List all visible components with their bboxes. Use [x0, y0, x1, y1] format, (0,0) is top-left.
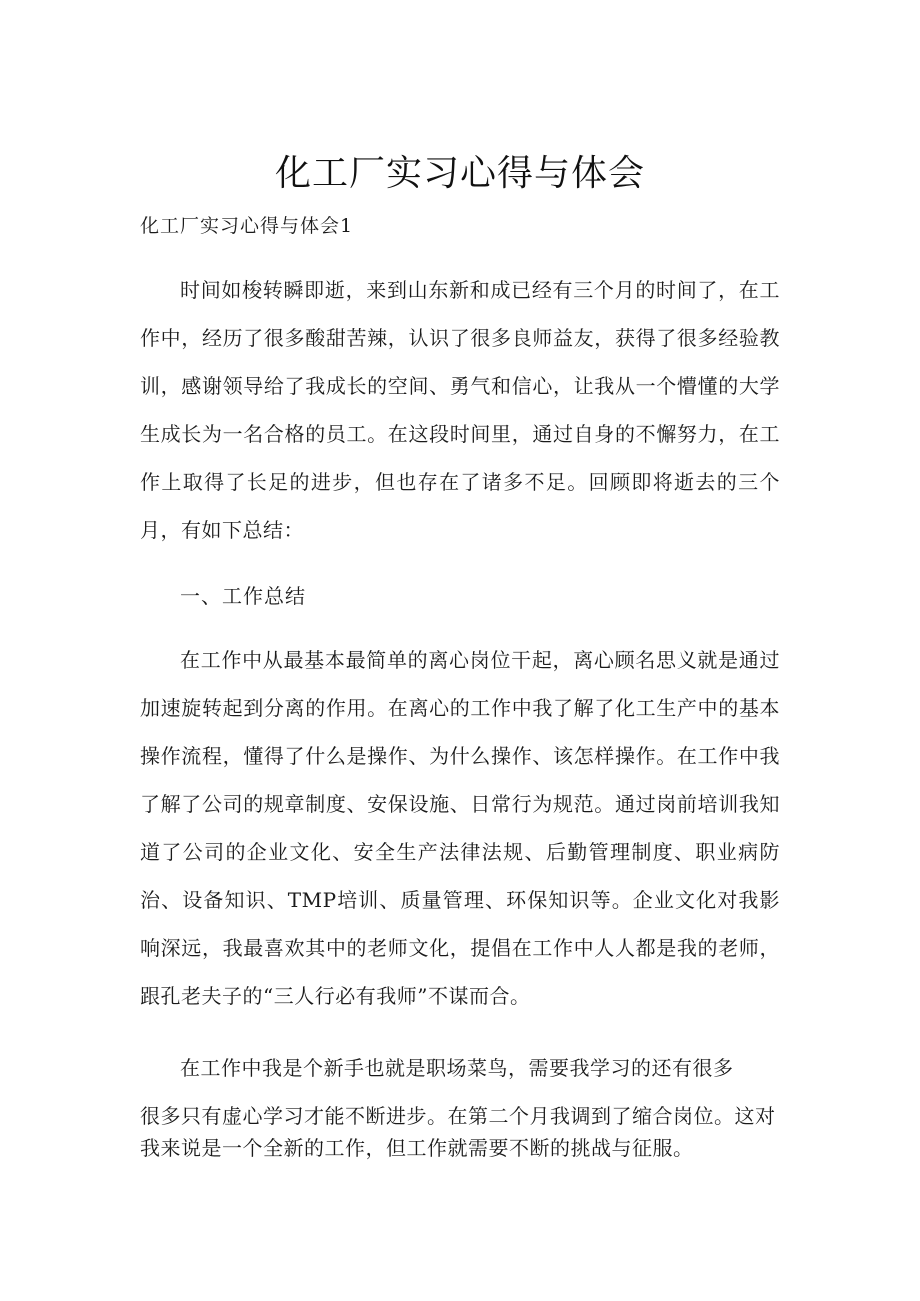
document-subtitle: 化工厂实习心得与体会1 [140, 215, 354, 237]
section-heading: 一、工作总结 [180, 584, 306, 608]
paragraph-intro: 时间如梭转瞬即逝，来到山东新和成已经有三个月的时间了，在工作中，经历了很多酸甜苦辣，认识了很多良师益友，获得了很多经验教训，感谢领导给了我成长的空间、勇气和信心，让我从一个懵懂的大学生成长为一名合格的员工。在这段时间里，通过自身的不懈努力，在工作上取得了长足的进步，但也存在了诸多不足。回顾即将逝去的三个月，有如下总结： [140, 278, 780, 542]
document-title: 化工厂实习心得与体会 [274, 153, 645, 194]
paragraph-newcomer [140, 1052, 780, 1084]
paragraph-transfer-line-1: 很多只有虚心学习才能不断进步。在第二个月我调到了缩合岗位。这对 [140, 1104, 776, 1128]
paragraph-work-summary: 在工作中从最基本最简单的离心岗位干起，离心顾名思义就是通过加速旋转起到分离的作用。在离心的工作中我了解了化工生产中的基本操作流程，懂得了什么是操作、为什么操作、该怎样操作。在工作中我了解了公司的规章制度、安保设施、日常行为规范。通过岗前培训我知道了公司的企业文化、安全生产法律法规、后勤管理制度、职业病防治、设备知识、TMP培训、质量管理、环保知识等。企业文化对我影响深远，我最喜欢其中的老师文化，提倡在工作中人人都是我的老师，跟孔老夫子的“三人行必有我师”不谋而合。 [140, 648, 780, 1008]
paragraph-transfer [140, 1100, 780, 1164]
paragraph-newcomer-line-1: 在工作中我是个新手也就是职场菜鸟，需要我学习的还有很多 [180, 1056, 734, 1080]
paragraph-transfer-line-2: 我来说是一个全新的工作，但工作就需要不断的挑战与征服。 [140, 1136, 694, 1160]
